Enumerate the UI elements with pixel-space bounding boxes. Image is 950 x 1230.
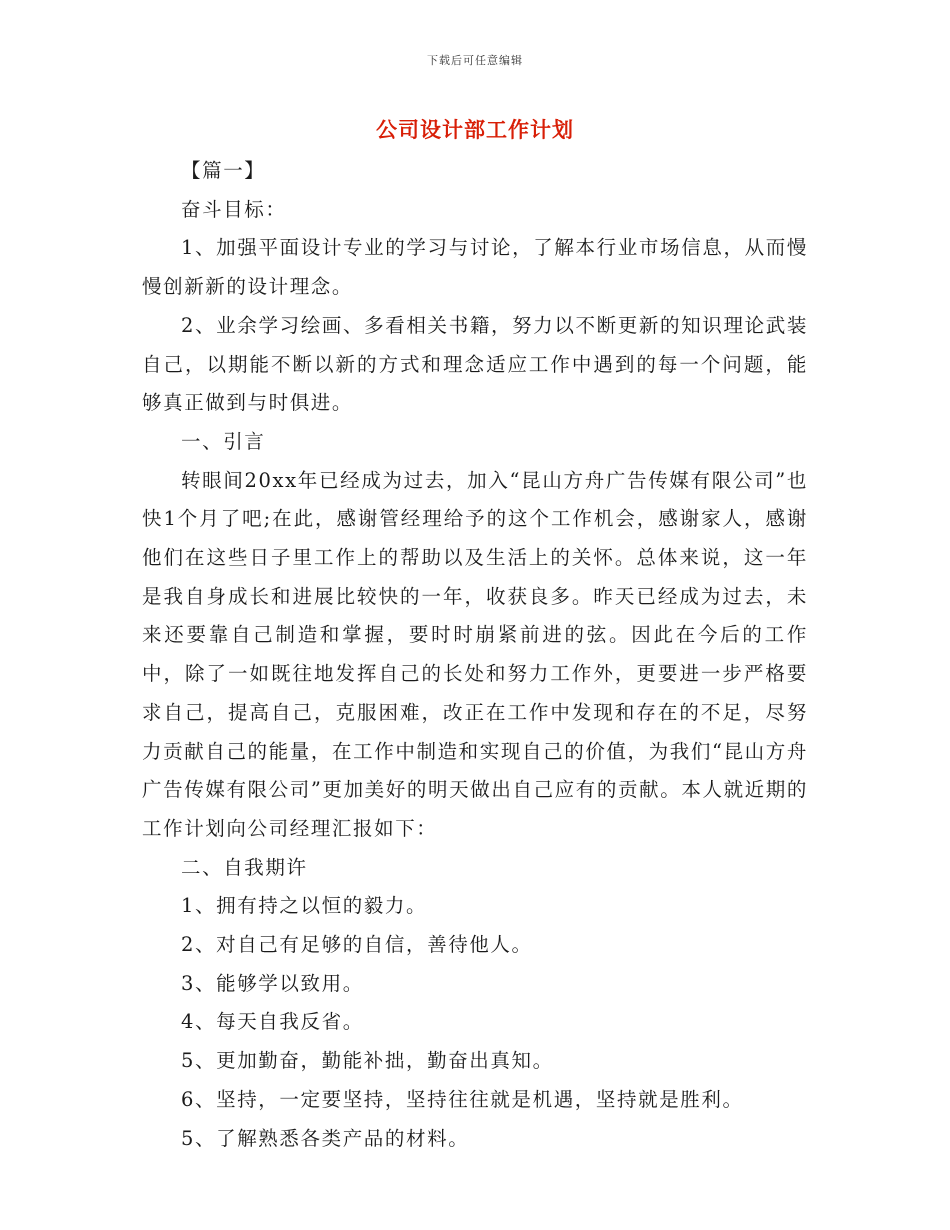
expectation-item-4: 4、每天自我反省。 (181, 1010, 364, 1034)
expectation-item-2: 2、对自己有足够的自信，善待他人。 (181, 933, 533, 957)
document-body (142, 152, 808, 1158)
expectation-item-5: 5、更加勤奋，勤能补拙，勤奋出真知。 (181, 1049, 554, 1073)
expectation-item-3: 3、能够学以致用。 (181, 971, 364, 995)
goal-item-2: 2、业余学习绘画、多看相关书籍，努力以不断更新的知识理论武装自己，以期能不断以新的方式和理念适应工作中遇到的每一个问题，能够真正做到与时俱进。 (142, 313, 808, 415)
goal-heading: 奋斗目标： (181, 197, 287, 221)
expectation-item-7: 5、了解熟悉各类产品的材料。 (181, 1126, 470, 1150)
header-note: 下载后可任意编辑 (427, 54, 523, 67)
section-marker: 【篇一】 (181, 159, 266, 182)
document-title: 公司设计部工作计划 (376, 117, 574, 142)
expectation-item-6: 6、坚持，一定要坚持，坚持往往就是机遇，坚持就是胜利。 (181, 1087, 744, 1111)
goal-item-1: 1、加强平面设计专业的学习与讨论，了解本行业市场信息，从而慢慢创新新的设计理念。 (142, 236, 808, 299)
expectation-item-1: 1、拥有持之以恒的毅力。 (181, 894, 428, 918)
section-heading-self-expectation: 二、自我期许 (181, 855, 308, 879)
introduction-paragraph: 转眼间20xx年已经成为过去，加入“昆山方舟广告传媒有限公司”也快1个月了吧;在此，感谢管经理给予的这个工作机会，感谢家人，感谢他们在这些日子里工作上的帮助以及生活上的关怀。总体来说，这一年是我自身成长和进展比较快的一年，收获良多。昨天已经成为过去，未来还要靠自己制造和掌握，要时时崩紧前进的弦。因此在今后的工作中，除了一如既往地发挥自己的长处和努力工作外，更要进一步严格要求自己，提高自己，克服困难，改正在工作中发现和存在的不足，尽努力贡献自己的能量，在工作中制造和实现自己的价值，为我们“昆山方舟广告传媒有限公司”更加美好的明天做出自己应有的贡献。本人就近期的工作计划向公司经理汇报如下： (142, 468, 808, 840)
section-heading-introduction: 一、引言 (181, 429, 266, 453)
